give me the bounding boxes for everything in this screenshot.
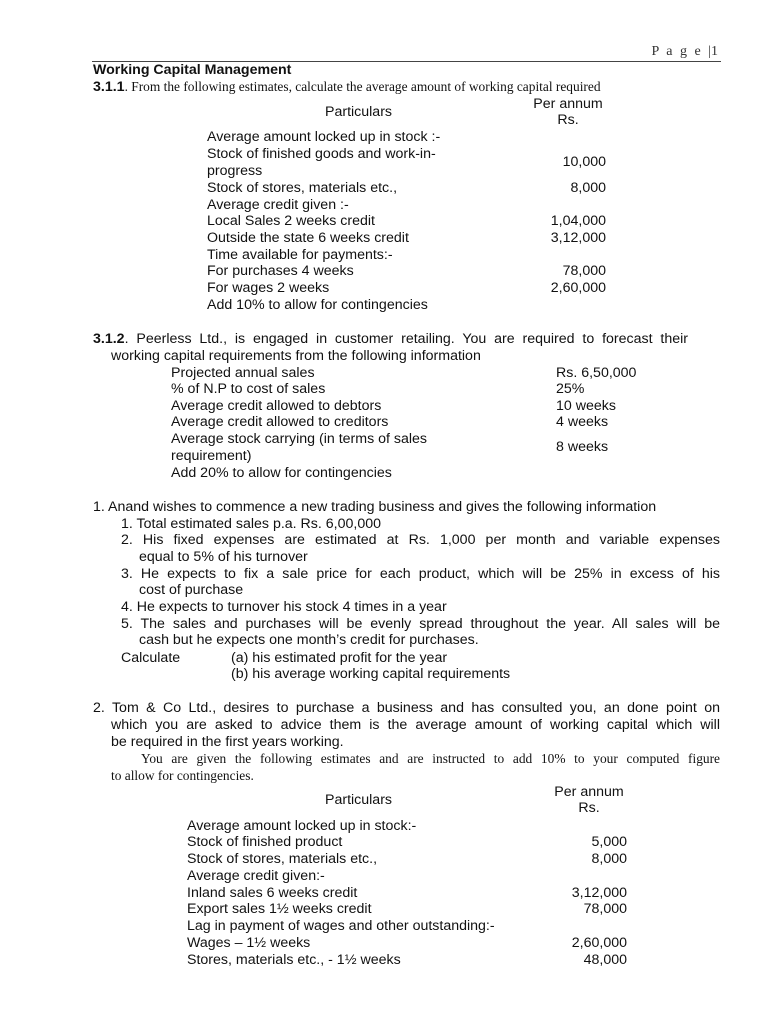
col-particulars: Particulars [325,792,393,808]
question-text: . From the following estimates, calculate the average amount of working capital required [124,79,601,94]
table-row-label: Average amount locked up in stock:- [187,818,417,834]
table-row-label: Average credit allowed to creditors [171,414,389,430]
table-row-label: Export sales 1½ weeks credit [187,901,372,917]
question-2-line: which you are asked to advice them is the average amount of working capital which will [111,717,720,733]
page-number-label [651,44,720,61]
table-row-value: Rs. 6,50,000 [556,365,637,381]
list-item: 2. His fixed expenses are estimated at Rs. 1,000 per month and variable expenses [121,532,720,548]
list-item: 4. He expects to turnover his stock 4 times in a year [121,599,447,615]
col-per-annum [541,784,637,816]
table-row-label: Add 20% to allow for contingencies [171,465,392,481]
question-text-line: working capital requirements from the following information [111,348,481,364]
question-2-line: You are given the following estimates and are instructed to add 10% to your computed figure [141,751,720,766]
list-item-continuation: cost of purchase [139,582,244,598]
table-row-label: Wages – 1½ weeks [187,935,311,951]
table-row-label: Local Sales 2 weeks credit [207,213,375,229]
table-row-value: 10,000 [562,154,606,170]
list-item: 1. Total estimated sales p.a. Rs. 6,00,000 [121,516,381,532]
table-row-value: 5,000 [591,834,627,850]
table-row-label: % of N.P to cost of sales [171,381,326,397]
question-2-line: 2. Tom & Co Ltd., desires to purchase a business and has consulted you, an done point on [93,700,720,716]
question-number: 3.1.2 [93,331,125,347]
page-label: P a g e [651,44,703,59]
table-row-label: Stock of finished product [187,834,343,850]
col-rs-label: Rs. [578,800,600,816]
table-row-label: For wages 2 weeks [207,280,330,296]
document-title: Working Capital Management [93,62,292,78]
table-row-value: 78,000 [562,263,606,279]
page-separator: | [708,44,711,59]
question-3-1-2 [93,331,688,348]
table-row-value: 3,12,000 [550,230,606,246]
table-row-label: Projected annual sales [171,365,315,381]
table-row-label: Average credit given:- [187,868,325,884]
table-row-label: Average amount locked up in stock :- [207,129,441,145]
table-row-value: 2,60,000 [571,935,627,951]
table-row-value: 3,12,000 [571,885,627,901]
list-item: 5. The sales and purchases will be evenly spread throughout the year. All sales will be [121,616,720,632]
question-text: . Peerless Ltd., is engaged in customer retailing. You are required to forecast their [124,331,688,347]
table-row-value: 8,000 [591,851,627,867]
table-row-label: Stores, materials etc., - 1½ weeks [187,952,401,968]
table-row-label: Add 10% to allow for contingencies [207,297,428,313]
table-row-value: 2,60,000 [550,280,606,296]
table-row-label: Average credit given :- [207,197,349,213]
table-row-value: 1,04,000 [550,213,606,229]
list-item: 3. He expects to fix a sale price for each product, which will be 25% in excess of his [121,566,720,582]
page-number: 1 [711,44,720,59]
table-row-value: 8,000 [570,180,606,196]
calculate-label: Calculate [121,650,181,666]
table-row-value: 25% [556,381,585,397]
table-row-value: 8 weeks [556,439,609,455]
list-item-continuation: cash but he expects one month’s credit for purchases. [139,632,479,648]
table-row-label: Inland sales 6 weeks credit [187,885,358,901]
col-particulars: Particulars [325,104,393,120]
question-2-line: be required in the first years working. [111,734,344,750]
table-row-label: Stock of stores, materials etc., [207,180,398,196]
calculate-item-b: (b) his average working capital requirements [231,666,511,682]
col-per-annum-label: Per annum [533,96,603,112]
table-row-label: Stock of stores, materials etc., [187,851,378,867]
table-row-label: Average stock carrying (in terms of sales [171,431,427,447]
col-rs-label: Rs. [557,112,579,128]
table-row-value: 78,000 [583,901,627,917]
table-row-value: 48,000 [583,952,627,968]
list-item-continuation: equal to 5% of his turnover [139,549,308,565]
table-row-value: 10 weeks [556,398,616,414]
col-per-annum [520,96,616,128]
table-row-label: Outside the state 6 weeks credit [207,230,409,246]
table-row-label: For purchases 4 weeks [207,263,354,279]
table-row-label: Average credit allowed to debtors [171,398,382,414]
question-number: 3.1.1 [93,79,125,95]
question-2-line: to allow for contingencies. [111,768,254,783]
table-row-value: 4 weeks [556,414,609,430]
table-row-label: Time available for payments:- [207,247,393,263]
table-row-label: requirement) [171,448,252,464]
table-row-label: progress [207,163,263,179]
table-row-label: Stock of finished goods and work-in- [207,146,436,162]
col-per-annum-label: Per annum [554,784,624,800]
question-1-intro: 1. Anand wishes to commence a new trading business and gives the following information [93,499,657,515]
table-row-label: Lag in payment of wages and other outstanding:- [187,918,495,934]
question-3-1-1 [93,79,601,96]
calculate-item-a: (a) his estimated profit for the year [231,650,448,666]
